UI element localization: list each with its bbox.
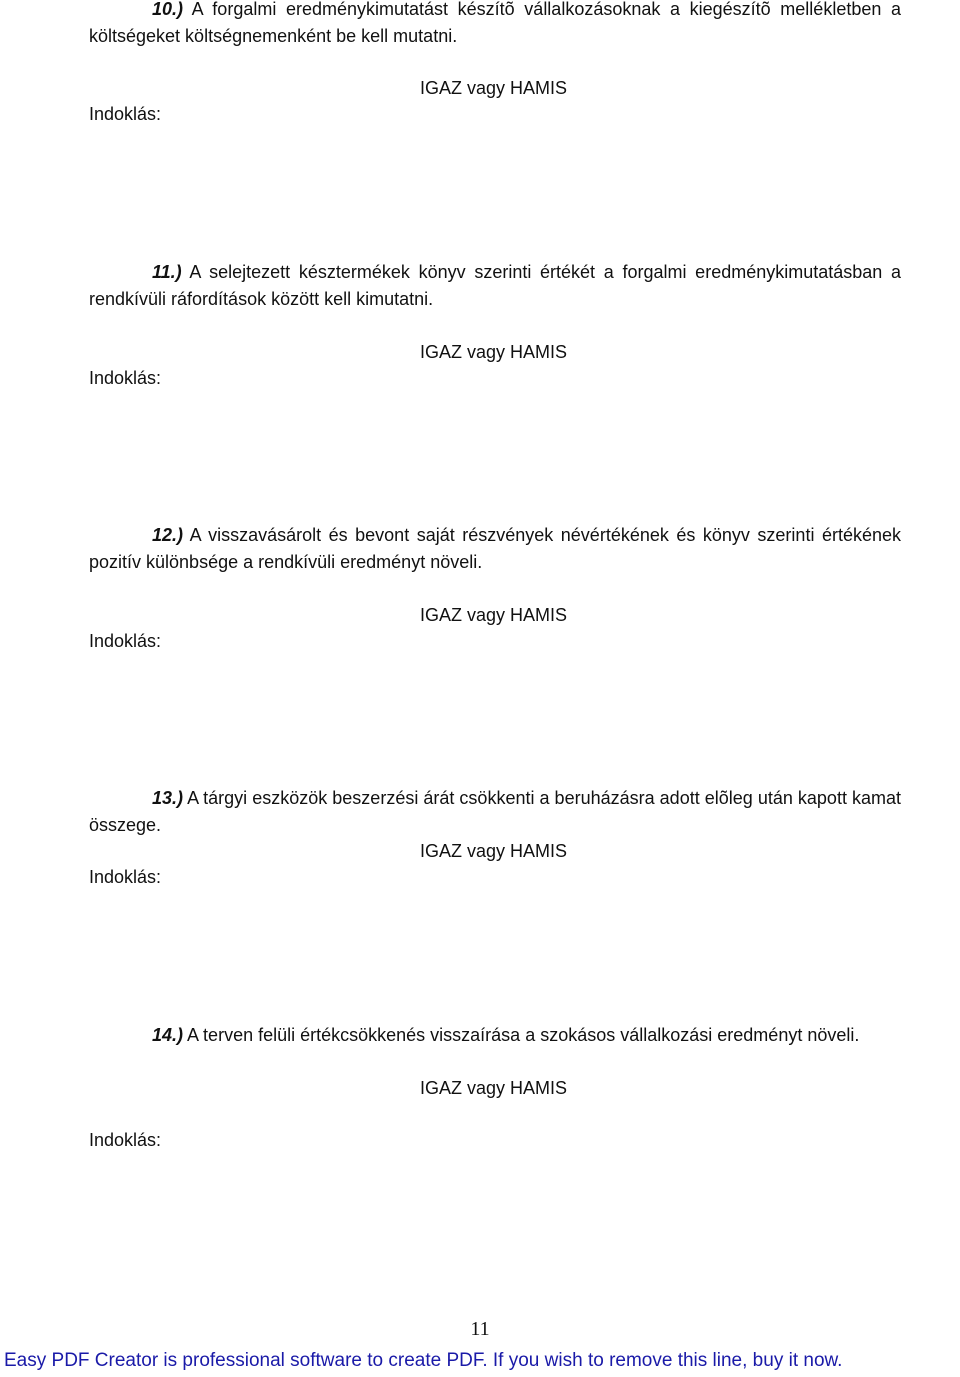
true-false-choice: IGAZ vagy HAMIS bbox=[420, 1078, 568, 1098]
true-false-choice: IGAZ vagy HAMIS bbox=[420, 78, 568, 98]
question-text: A terven felüli értékcsökkenés visszaírása a szokásos vállalkozási eredményt növeli. bbox=[187, 1025, 860, 1045]
true-false-choice: IGAZ vagy HAMIS bbox=[420, 342, 568, 362]
question-text: A visszavásárolt és bevont saját részvények névértékének és könyv szerinti értékének pozitív különbsége a rendkívüli eredményt növeli. bbox=[89, 525, 901, 572]
question-number: 13.) bbox=[152, 788, 184, 808]
true-false-choice: IGAZ vagy HAMIS bbox=[420, 605, 568, 625]
question-number: 10.) bbox=[152, 0, 184, 19]
question-text: A tárgyi eszközök beszerzési árát csökkenti a beruházásra adott elõleg után kapott kamat összege. bbox=[89, 788, 902, 835]
question-text: A forgalmi eredménykimutatást készítõ vállalkozásoknak a kiegészítõ mellékletben a költségeket költségnemenként be kell mutatni. bbox=[89, 0, 901, 46]
question-11 bbox=[89, 259, 901, 313]
reason-label: Indoklás: bbox=[89, 631, 162, 651]
question-number: 14.) bbox=[152, 1025, 184, 1045]
reason-label: Indoklás: bbox=[89, 104, 162, 124]
question-13 bbox=[89, 785, 901, 839]
reason-label: Indoklás: bbox=[89, 1130, 162, 1150]
question-12 bbox=[89, 522, 901, 576]
pdf-creator-banner: Easy PDF Creator is professional software to create PDF. If you wish to remove this line, buy it now. bbox=[4, 1350, 843, 1371]
question-text: A selejtezett késztermékek könyv szerinti értékét a forgalmi eredménykimutatásban a rendkívüli ráfordítások között kell kimutatni. bbox=[89, 262, 901, 309]
true-false-choice: IGAZ vagy HAMIS bbox=[420, 841, 568, 861]
page-number: 11 bbox=[470, 1318, 490, 1340]
question-number: 11.) bbox=[152, 262, 182, 282]
question-number: 12.) bbox=[152, 525, 184, 545]
reason-label: Indoklás: bbox=[89, 867, 162, 887]
reason-label: Indoklás: bbox=[89, 368, 162, 388]
question-10 bbox=[89, 0, 901, 50]
question-14 bbox=[89, 1022, 901, 1049]
